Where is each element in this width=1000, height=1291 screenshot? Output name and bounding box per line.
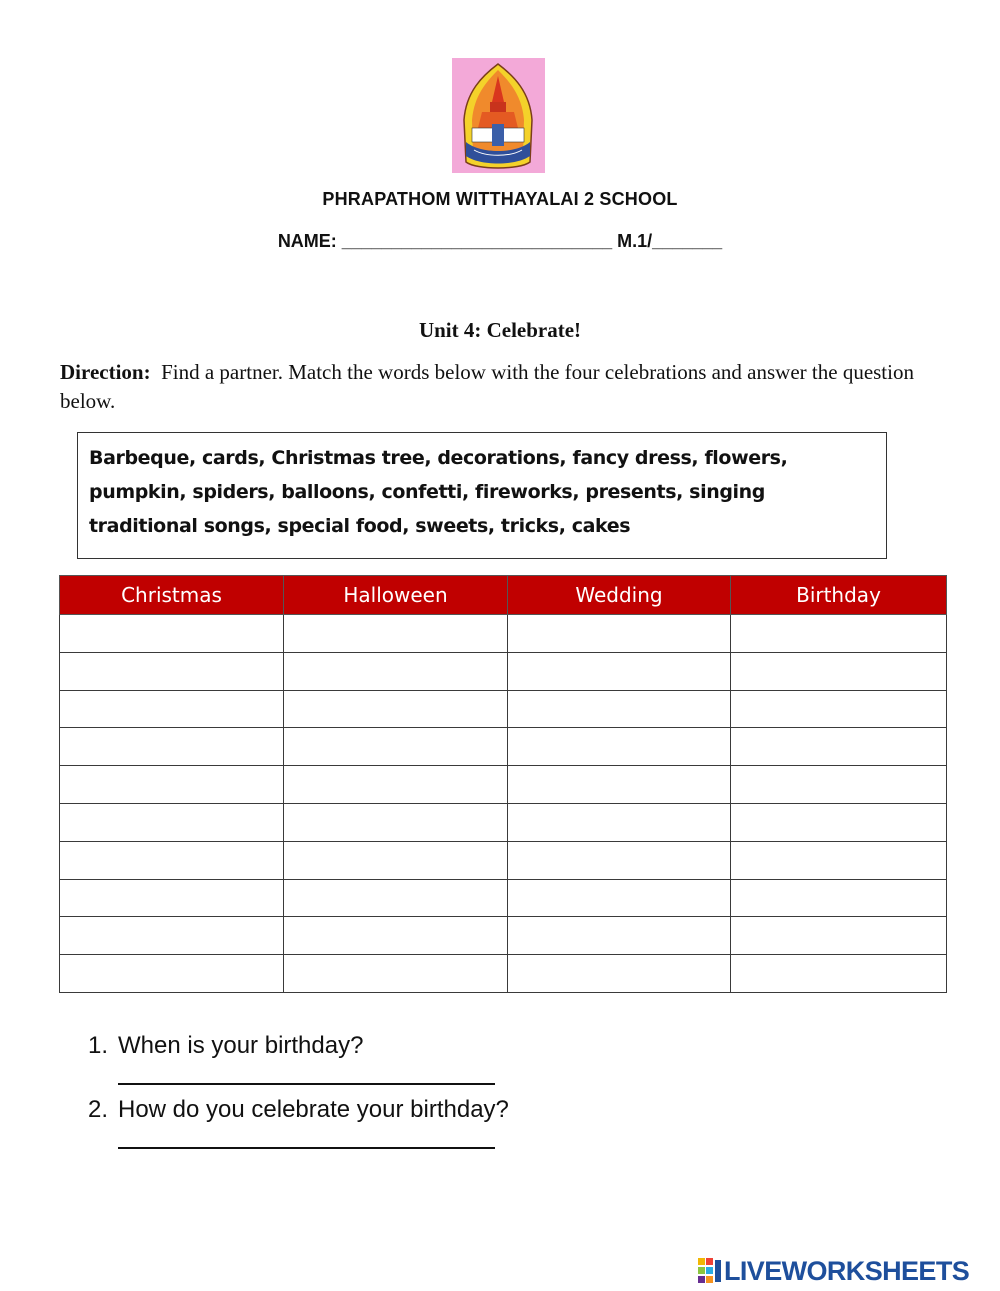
answer-cell-wedding[interactable] xyxy=(508,690,731,728)
answer-cell-birthday[interactable] xyxy=(731,766,947,804)
answer-cell-christmas[interactable] xyxy=(60,841,284,879)
answer-cell-halloween[interactable] xyxy=(284,803,508,841)
answer-cell-christmas[interactable] xyxy=(60,955,284,993)
answer-cell-halloween[interactable] xyxy=(284,841,508,879)
word-bank-box xyxy=(77,432,887,559)
header-christmas: Christmas xyxy=(60,576,284,615)
table-row xyxy=(60,728,947,766)
answer-cell-halloween[interactable] xyxy=(284,879,508,917)
answer-cell-christmas[interactable] xyxy=(60,728,284,766)
answer-cell-birthday[interactable] xyxy=(731,841,947,879)
table-row xyxy=(60,879,947,917)
table-row xyxy=(60,766,947,804)
answer-cell-halloween[interactable] xyxy=(284,652,508,690)
worksheet-title: Unit 4: Celebrate! xyxy=(418,318,582,342)
table-row xyxy=(60,917,947,955)
answer-cell-christmas[interactable] xyxy=(60,917,284,955)
header-birthday: Birthday xyxy=(731,576,947,615)
answer-cell-halloween[interactable] xyxy=(284,766,508,804)
answer-cell-christmas[interactable] xyxy=(60,879,284,917)
direction-paragraph xyxy=(60,358,940,416)
answer-cell-wedding[interactable] xyxy=(508,652,731,690)
answer-cell-christmas[interactable] xyxy=(60,803,284,841)
answer-cell-birthday[interactable] xyxy=(731,879,947,917)
answer-cell-birthday[interactable] xyxy=(731,652,947,690)
question-number: 2. xyxy=(88,1096,109,1123)
table-row xyxy=(60,652,947,690)
answer-cell-birthday[interactable] xyxy=(731,615,947,653)
table-header-row xyxy=(60,576,947,615)
answer-cell-wedding[interactable] xyxy=(508,917,731,955)
answer-cell-halloween[interactable] xyxy=(284,690,508,728)
answer-cell-halloween[interactable] xyxy=(284,917,508,955)
answer-cell-wedding[interactable] xyxy=(508,615,731,653)
liveworksheets-icon xyxy=(698,1258,722,1284)
answer-cell-birthday[interactable] xyxy=(731,803,947,841)
liveworksheets-wordmark: LIVEWORKSHEETS xyxy=(724,1255,970,1286)
header-wedding: Wedding xyxy=(508,576,731,615)
answer-cell-birthday[interactable] xyxy=(731,955,947,993)
celebration-matching-table xyxy=(59,575,947,993)
table-row xyxy=(60,615,947,653)
answer-line[interactable] xyxy=(118,1147,495,1149)
answer-cell-halloween[interactable] xyxy=(284,615,508,653)
answer-cell-halloween[interactable] xyxy=(284,955,508,993)
answer-cell-christmas[interactable] xyxy=(60,615,284,653)
header-halloween: Halloween xyxy=(284,576,508,615)
answer-cell-wedding[interactable] xyxy=(508,955,731,993)
answer-cell-birthday[interactable] xyxy=(731,690,947,728)
answer-line[interactable] xyxy=(118,1083,495,1085)
table-row xyxy=(60,690,947,728)
answer-cell-halloween[interactable] xyxy=(284,728,508,766)
question-text: How do you celebrate your birthday? xyxy=(118,1096,509,1123)
answer-cell-birthday[interactable] xyxy=(731,728,947,766)
answer-cell-birthday[interactable] xyxy=(731,917,947,955)
direction-text: Find a partner. Match the words below with the four celebrations and answer the question below. xyxy=(60,360,914,413)
word-bank-line: Barbeque, cards, Christmas tree, decorations, fancy dress, flowers, xyxy=(89,447,788,469)
answer-cell-christmas[interactable] xyxy=(60,652,284,690)
school-name: PHRAPATHOM WITTHAYALAI 2 SCHOOL xyxy=(322,189,678,209)
table-row xyxy=(60,955,947,993)
school-crest-logo xyxy=(452,58,545,173)
word-bank-line: traditional songs, special food, sweets, tricks, cakes xyxy=(89,515,631,537)
answer-cell-wedding[interactable] xyxy=(508,803,731,841)
table-row xyxy=(60,841,947,879)
answer-cell-christmas[interactable] xyxy=(60,766,284,804)
table-row xyxy=(60,803,947,841)
answer-cell-wedding[interactable] xyxy=(508,728,731,766)
table-body xyxy=(60,615,947,993)
name-class-line[interactable]: NAME: ___________________________ M.1/_______ xyxy=(277,231,723,251)
direction-label: Direction: xyxy=(60,360,151,384)
answer-cell-wedding[interactable] xyxy=(508,879,731,917)
question-text: When is your birthday? xyxy=(118,1032,364,1059)
question-number: 1. xyxy=(88,1032,109,1059)
answer-cell-christmas[interactable] xyxy=(60,690,284,728)
word-bank-line: pumpkin, spiders, balloons, confetti, fireworks, presents, singing xyxy=(89,481,765,503)
answer-cell-wedding[interactable] xyxy=(508,841,731,879)
liveworksheets-logo xyxy=(698,1256,969,1286)
answer-cell-wedding[interactable] xyxy=(508,766,731,804)
